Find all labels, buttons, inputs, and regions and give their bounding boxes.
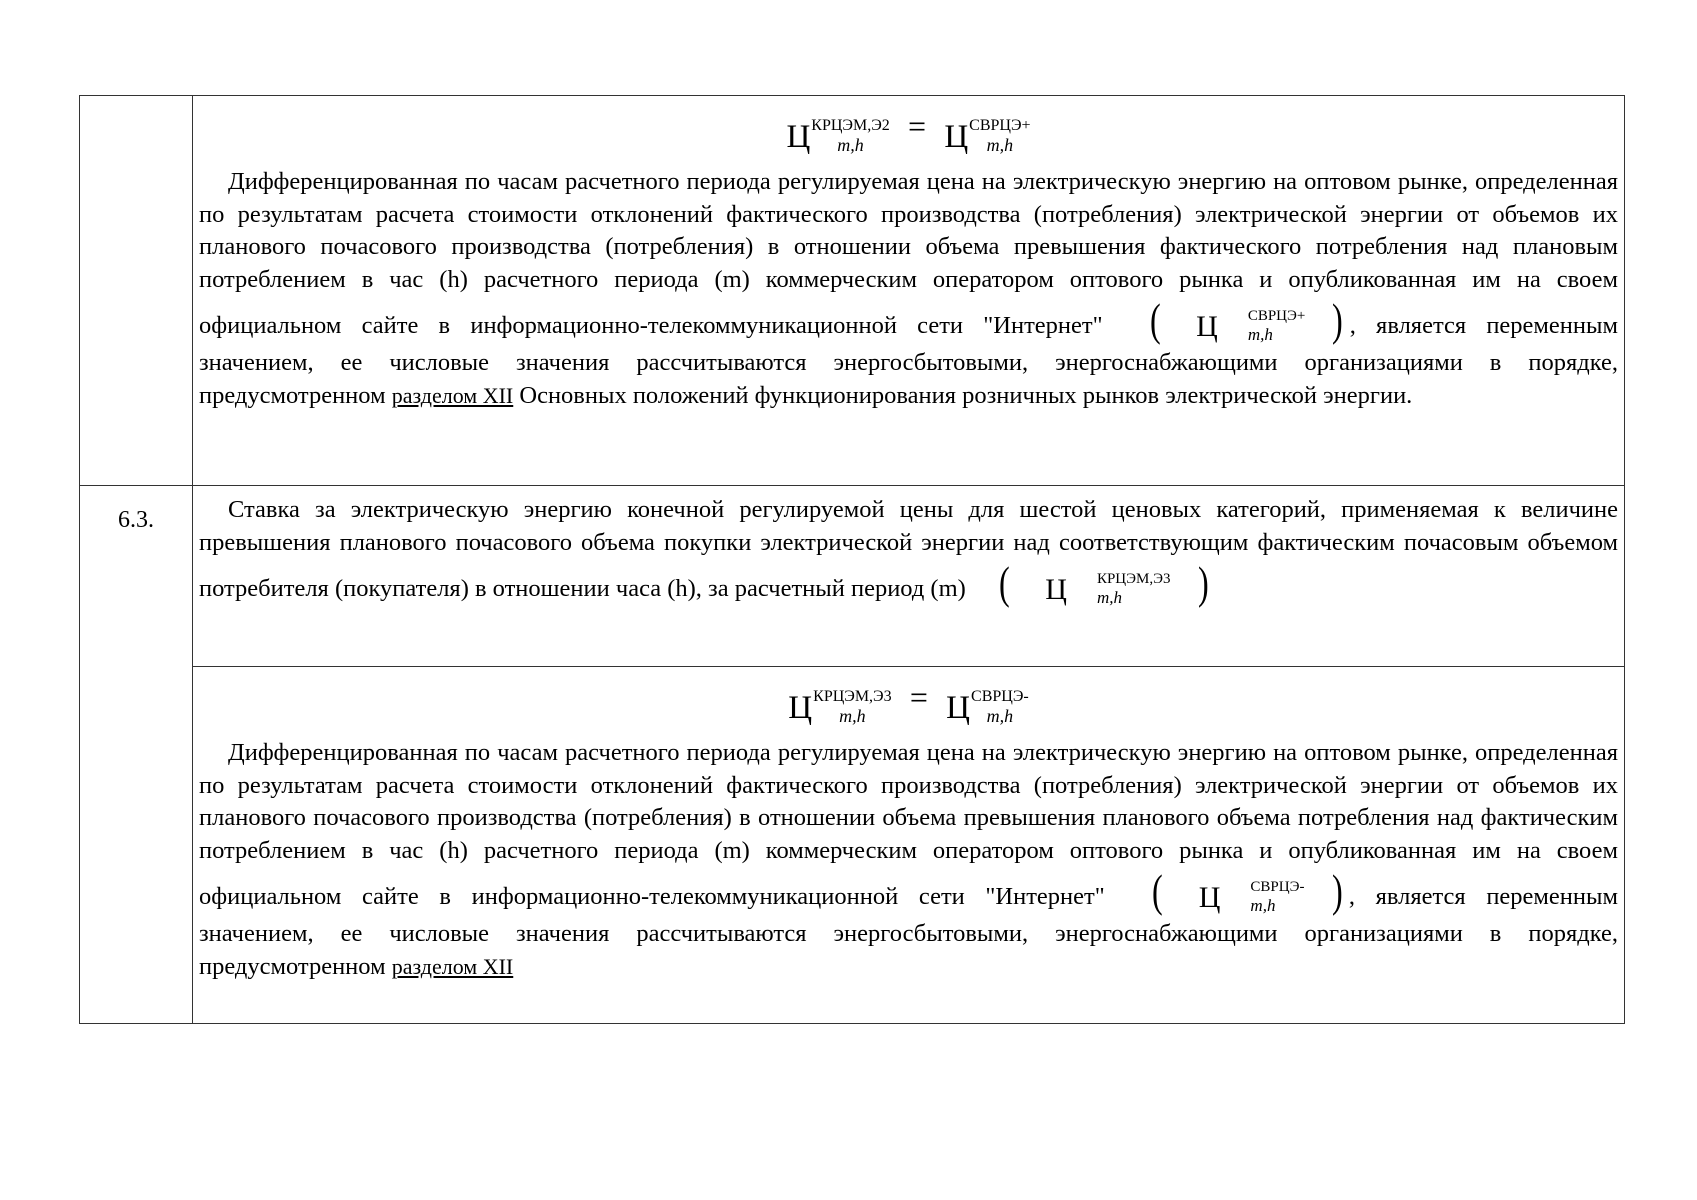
equals-sign: =: [908, 108, 927, 144]
content-cell: [193, 486, 1625, 667]
inline-formula: Ц СВРЦЭ- m,h: [1198, 879, 1305, 916]
table-row: [80, 96, 1625, 486]
table-row: [80, 667, 1625, 1024]
formula-lhs: Ц КРЦЭМ,Э2 m,h: [786, 117, 890, 156]
formula: [199, 667, 1618, 737]
paragraph: Ставка за электрическую энергию конечной регулируемой цены для шестой ценовых категорий, применяемая к величине превышения планового почасового объема покупки электрической энергии над соответствующим фактическим почасовым объемом потребителя (покупателя) в отношении часа (h), за расчетный период (m) ( Ц КРЦЭМ,Э3 m,h ): [199, 494, 1618, 610]
table-row: [80, 486, 1625, 667]
tariff-table: [79, 95, 1625, 1024]
section-link[interactable]: разделом XII: [391, 953, 514, 979]
content-cell: [193, 96, 1625, 486]
row-number-cell: [80, 486, 193, 1024]
inline-formula: Ц КРЦЭМ,Э3 m,h: [1045, 571, 1171, 608]
inline-formula: Ц СВРЦЭ+ m,h: [1196, 308, 1306, 345]
section-link[interactable]: разделом XII: [391, 382, 514, 408]
equals-sign: =: [909, 679, 928, 715]
formula-rhs: Ц СВРЦЭ- m,h: [946, 688, 1029, 727]
formula-rhs: Ц СВРЦЭ+ m,h: [944, 117, 1031, 156]
paragraph: Дифференцированная по часам расчетного периода регулируемая цена на электрическую энергию на оптовом рынке, определенная по результатам расчета стоимости отклонений фактического производства (потребления) электрической энергии от объемов их планового почасового производства (потребления) в отношении объема превышения планового объема потребления над фактическим потреблением в час (h) расчетного периода (m) коммерческим оператором оптового рынка и опубликованная им на своем официальном сайте в информационно-телекоммуникационной сети "Интернет" ( Ц СВРЦЭ- m,h ) , является переменным значением, ее числовые значения рассчитываются энергосбытовыми, энергоснабжающими организациями в порядке, предусмотренном разделом XII: [199, 739, 1618, 980]
paragraph: Дифференцированная по часам расчетного периода регулируемая цена на электрическую энергию на оптовом рынке, определенная по результатам расчета стоимости отклонений фактического производства (потребления) электрической энергии от объемов их планового почасового производства (потребления) в отношении объема превышения фактического потребления над плановым потреблением в час (h) расчетного периода (m) коммерческим оператором оптового рынка и опубликованная им на своем официальном сайте в информационно-телекоммуникационной сети "Интернет" ( Ц СВРЦЭ+ m,h ) , является переменным значением, ее числовые значения рассчитываются энергосбытовыми, энергоснабжающими организациями в порядке, предусмотренном разделом XII Основных положений функционирования розничных рынков электрической энергии.: [199, 168, 1618, 409]
row-number: 6.3.: [118, 507, 154, 533]
content-cell: [193, 667, 1625, 1024]
formula: [199, 96, 1618, 166]
formula-lhs: Ц КРЦЭМ,Э3 m,h: [788, 688, 892, 727]
row-number-cell: [80, 96, 193, 486]
